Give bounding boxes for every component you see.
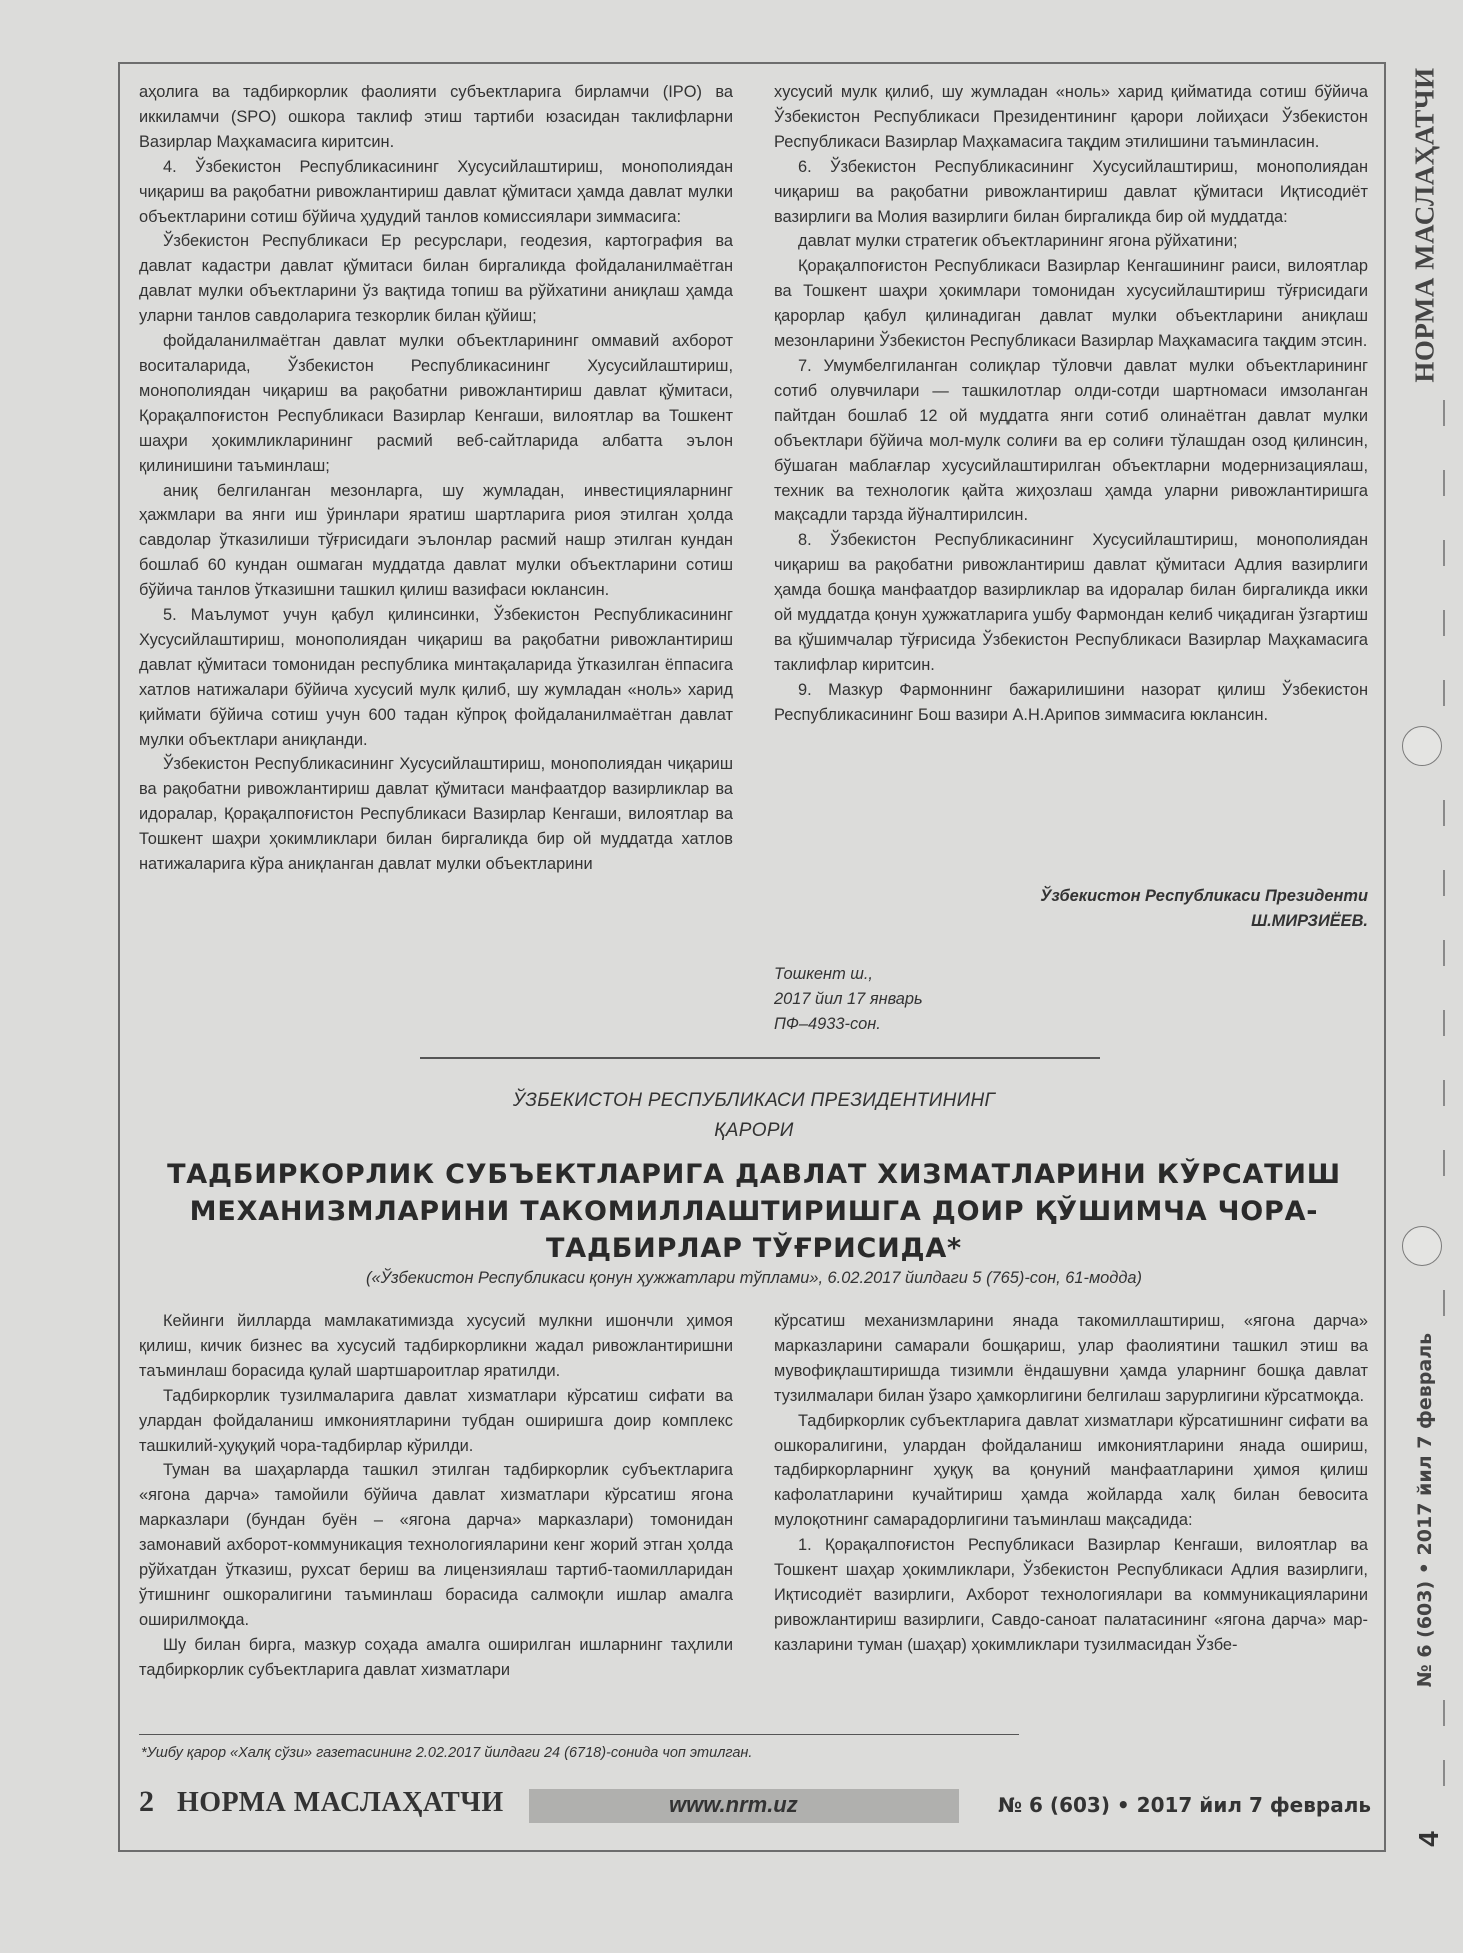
footer-url: www.nrm.uz [669, 1792, 798, 1817]
paragraph: 4. Ўзбекистон Республикасининг Хусусийлаштириш, монополиядан чиқариш ва рақобатни ривожлантириш давлат қўмитаси ҳамда давлат мулки объектларини сотиш бўйича ҳудудий танлов комиссиялари зиммасига: [139, 157, 733, 226]
date-line: 2017 йил 17 январь [774, 989, 923, 1008]
paragraph: Тадбиркорлик субъектларига давлат хизматлари кўрсатишнинг сифати ва ошкоралигини, улардан фойдаланиш имкониятларини янада ошириш, тадбиркорларнинг ҳуқуқ ва қонуний манфаатларини ҳимоя қилиш кафолатларини кучайтириш ҳамда жойларда халқ билан бевосита мулоқотнинг самарадорлигини таъминлаш мақсадида: [774, 1411, 1368, 1530]
paragraph: аниқ белгиланган мезонларга, шу жумладан, инвестицияларнинг ҳажмлари ва янги иш ўринлари яратиш шартларига риоя этилган ҳолда савдолар ўтказилиши тўғрисидаги эълонлар расмий нашр этилган кундан бошлаб 60 кундан ошмаган муддатда давлат мулки объектларини сотиш бўйича танлов ўтказишни ташкил қилиш вазифаси юклансин. [139, 481, 733, 600]
edge-tick [1443, 870, 1445, 896]
title-line: ТАДБИРКОРЛИК СУБЪЕКТЛАРИГА ДАВЛАТ ХИЗМАТЛАРИНИ КЎРСАТИШ [167, 1159, 1341, 1190]
bottom-left-column [139, 1309, 733, 1683]
bottom-right-column [774, 1309, 1368, 1658]
page-footer [139, 1785, 1371, 1829]
footer-brand: НОРМА МАСЛАҲАТЧИ [177, 1787, 504, 1818]
edge-tick [1443, 1080, 1445, 1106]
paragraph: Шу билан бирга, мазкур соҳада амалга оширилган ишларнинг таҳлили тадбиркорлик субъектларига давлат хизматлари [139, 1635, 733, 1679]
source-citation: («Ўзбекистон Республикаси қонун ҳужжатлари тўплами», 6.02.2017 йилдаги 5 (765)-сон, 61-модда) [366, 1269, 1142, 1287]
signature-title: Ўзбекистон Республикаси Президенти [1040, 887, 1368, 905]
edge-tick [1443, 540, 1445, 566]
paragraph: хусусий мулк қилиб, шу жумладан «ноль» харид қийматида сотиш бўйича Ўзбекистон Республикаси Президентининг қарори лойиҳаси Ўзбекистон Республикаси Вазирлар Маҳкамасига тақдим этилишини таъминласин. [774, 83, 1368, 151]
place-date-block [774, 962, 1074, 1037]
edge-tick [1443, 1150, 1445, 1176]
paragraph: давлат мулки стратегик объектларининг ягона рўйхатини; [798, 232, 1238, 251]
edge-tick [1443, 940, 1445, 966]
issuer-heading [139, 1086, 1369, 1146]
paragraph: 9. Мазкур Фармоннинг бажарилишини назорат қилиш Ўзбекистон Республикасининг Бош вазири А.Н.Арипов зиммасига юклансин. [774, 680, 1368, 724]
top-left-column [139, 80, 733, 877]
footnote: *Ушбу қарор «Халқ сўзи» газетасининг 2.02.2017 йилдаги 24 (6718)-сонида чоп этилган. [141, 1745, 753, 1761]
paragraph: 6. Ўзбекистон Республикасининг Хусусийлаштириш, монополиядан чиқариш ва рақобатни ривожлантириш давлат қўмитаси Иқтисодиёт вазирлиги ва Молия вазирлиги билан биргаликда бир ой муддатда: [774, 157, 1368, 226]
paragraph: аҳолига ва тадбиркорлик фаолияти субъектларига бирламчи (IPO) ва иккиламчи (SPO) ошкора таклиф этиш тартиби юзасидан таклифларни Вазирлар Маҳкамасига киритсин. [139, 83, 733, 151]
paragraph: кўрсатиш механизмларини янада такомиллаштириш, «ягона дарча» марказларини самарали бошқариш, улар фаолиятини ташкил этиш ва мувофиқлаштиришда тизимли ёндашувни ҳамда уларнинг бошқа давлат тузилмалари билан ўзаро ҳамкорлигини белгилаш зарурлигини кўрсатмоқда. [774, 1312, 1368, 1405]
title-line: МЕХАНИЗМЛАРИНИ ТАКОМИЛЛАШТИРИШГА ДОИР ҚЎШИМЧА ЧОРА- [189, 1196, 1319, 1227]
binder-hole [1402, 1226, 1442, 1266]
paragraph: 7. Умумбелгиланган солиқлар тўловчи давлат мулки объектларининг сотиб олувчилари — ташкилотлар олди-сотди шартномаси имзоланган пайтдан бошлаб 12 ой муддатга янги сотиб олинаётган давлат мулки объектлари бўйича мол-мулк солиғи ва ер солиғи тўлашдан озод қилинсин, бўшаган маблағлар хусусийлаштирилган объектларни модернизациялаш, техник ва технологик қайта жиҳозлаш ҳамда уларни ривожлантиришга мақсадли тарзда йўналтирилсин. [774, 356, 1368, 525]
footnote-divider [139, 1734, 1019, 1735]
edge-tick [1443, 610, 1445, 636]
paragraph: Кейинги йилларда мамлакатимизда хусусий мулкни ишончли ҳимоя қилиш, кичик бизнес ва хусусий тадбиркорликни жадал ривожлантиришни таъминлаш борасида қулай шартшароитлар яратилди. [139, 1312, 733, 1380]
section-divider [420, 1057, 1100, 1059]
edge-tick [1443, 470, 1445, 496]
footer-issue: № 6 (603) • 2017 йил 7 февраль [998, 1793, 1371, 1817]
sidebar-page-number [1412, 1822, 1446, 1856]
place-line: Тошкент ш., [774, 965, 873, 983]
edge-tick [1443, 680, 1445, 706]
edge-tick [1443, 1010, 1445, 1036]
edge-tick [1443, 1700, 1445, 1726]
sidebar-issue-text: № 6 (603) • 2017 йил 7 февраль [1414, 1332, 1436, 1688]
paragraph: Ўзбекистон Республикаси Ер ресурслари, геодезия, картография ва давлат кадастри давлат қўмитаси билан биргаликда фойдаланилмаётган давлат мулки объектларини ўз вақтида топиш ва рўйхатини аниқлаш ҳамда уларни танлов савдоларига тезкорлик билан қўйиш; [139, 232, 733, 326]
signature-name: Ш.МИРЗИЁЕВ. [1251, 911, 1368, 930]
footer-page-number: 2 [139, 1785, 154, 1818]
paragraph: Туман ва шаҳарларда ташкил этилган тадбиркорлик субъектларига «ягона дарча» тамойили бўйича давлат хизматлари кўрсатиш ягона марказлари (бундан буён – «ягона дарча» марказлари) томонидан замонавий ахборот-коммуникация технологияларини кенг жорий этган ҳолда рўйхатдан ўтказиш, рухсат бериш ва лицензиялаш тартиб-таомилларидан ўтишнинг ошкоралигини таъминлаш борасида салмоқли ишлар амалга оширилмоқда. [139, 1461, 733, 1629]
top-right-column [774, 80, 1368, 728]
document-title [139, 1156, 1369, 1267]
edge-tick [1443, 800, 1445, 826]
title-line: ТАДБИРЛАР ТЎҒРИСИДА* [546, 1233, 962, 1264]
binder-hole [1402, 726, 1442, 766]
sidebar-page-number-text: 4 [1413, 1831, 1444, 1847]
sidebar-brand-text: НОРМА МАСЛАҲАТЧИ [1409, 67, 1440, 383]
decree-number: ПФ–4933-сон. [774, 1014, 881, 1033]
sidebar-issue [1405, 1332, 1445, 1688]
issuer-line: ҚАРОРИ [714, 1120, 794, 1141]
paragraph: 1. Қорақалпоғистон Республикаси Вазирлар Кенгаши, вилоятлар ва Тошкент шаҳар ҳокимликлари, Ўзбекистон Республикаси Адлия вазирлиги, Иқтисодиёт вазирлиги, Ахборот технологиялари ва коммуникацияларини ривожлантириш вазирлиги, Савдо-саноат палатасининг «ягона дарча» марказларини туман (шаҳар) ҳокимликлари тузилмасидан Ўзбе- [774, 1536, 1368, 1654]
signature-block [774, 884, 1368, 934]
issuer-line: ЎЗБЕКИСТОН РЕСПУБЛИКАСИ ПРЕЗИДЕНТИНИНГ [512, 1090, 996, 1111]
sidebar-brand [1405, 60, 1445, 390]
paragraph: Тадбиркорлик тузилмаларига давлат хизматлари кўрсатиш сифати ва улардан фойдаланиш имкониятларини тубдан оширишга доир комплекс ташкилий-ҳуқуқий чора-тадбирлар кўрилди. [139, 1386, 733, 1455]
paragraph: Ўзбекистон Республикасининг Хусусийлаштириш, монополиядан чиқариш ва рақобатни ривожлантириш давлат қўмитаси манфаатдор вазирликлар ва идоралар, Қорақалпоғистон Республикаси Вазирлар Кенгаши, вилоятлар ва Тошкент шаҳри ҳокимликлари билан биргаликда бир ой муддатда хатлов натижаларига кўра аниқланган давлат мулки объектларини [139, 755, 733, 874]
paragraph: Қорақалпоғистон Республикаси Вазирлар Кенгашининг раиси, вилоятлар ва Тошкент шаҳри ҳокимлари томонидан хусусийлаштириш тўғрисидаги қарорлар қабул қилинадиган давлат мулки объектларини аниқлаш мезонларини Ўзбекистон Республикаси Вазирлар Маҳкамасига тақдим этсин. [774, 257, 1368, 351]
paragraph: 8. Ўзбекистон Республикасининг Хусусийлаштириш, монополиядан чиқариш ва рақобатни ривожлантириш давлат қўмитаси Адлия вазирлиги ҳамда бошқа манфаатдор вазирликлар ва идоралар билан биргаликда икки ой муддатда қонун ҳужжатларига ушбу Фармондан келиб чиқадиган ўзгартиш ва қўшимчалар тўғрисида Ўзбекистон Республикаси Вазирлар Маҳкамасига таклифлар киритсин. [774, 531, 1368, 674]
paragraph: фойдаланилмаётган давлат мулки объектларининг оммавий ахборот воситаларида, Ўзбекистон Республикасининг Хусусийлаштириш, монополиядан чиқариш ва рақобатни ривожлантириш давлат қўмитаси, Қорақалпоғистон Республикаси Вазирлар Кенгаши, вилоятлар ва Тошкент шаҳри ҳокимликларининг расмий веб-сайтларида албатта эълон қилинишини таъминлаш; [139, 332, 733, 475]
edge-tick [1443, 1760, 1445, 1786]
edge-tick [1443, 1290, 1445, 1316]
edge-tick [1443, 400, 1445, 426]
paragraph: 5. Маълумот учун қабул қилинсинки, Ўзбекистон Республикасининг Хусусийлаштириш, монополиядан чиқариш ва рақобатни ривожлантириш давлат қўмитаси томонидан республика минтақаларида ўтказилган ёппасига хатлов натижалари бўйича хусусий мулк қилиб, шу жумладан «ноль» харид қиймати бўйича сотиш учун 600 тадан кўпроқ фойдаланилмаётган давлат мулки объектлари аниқланди. [139, 606, 733, 749]
